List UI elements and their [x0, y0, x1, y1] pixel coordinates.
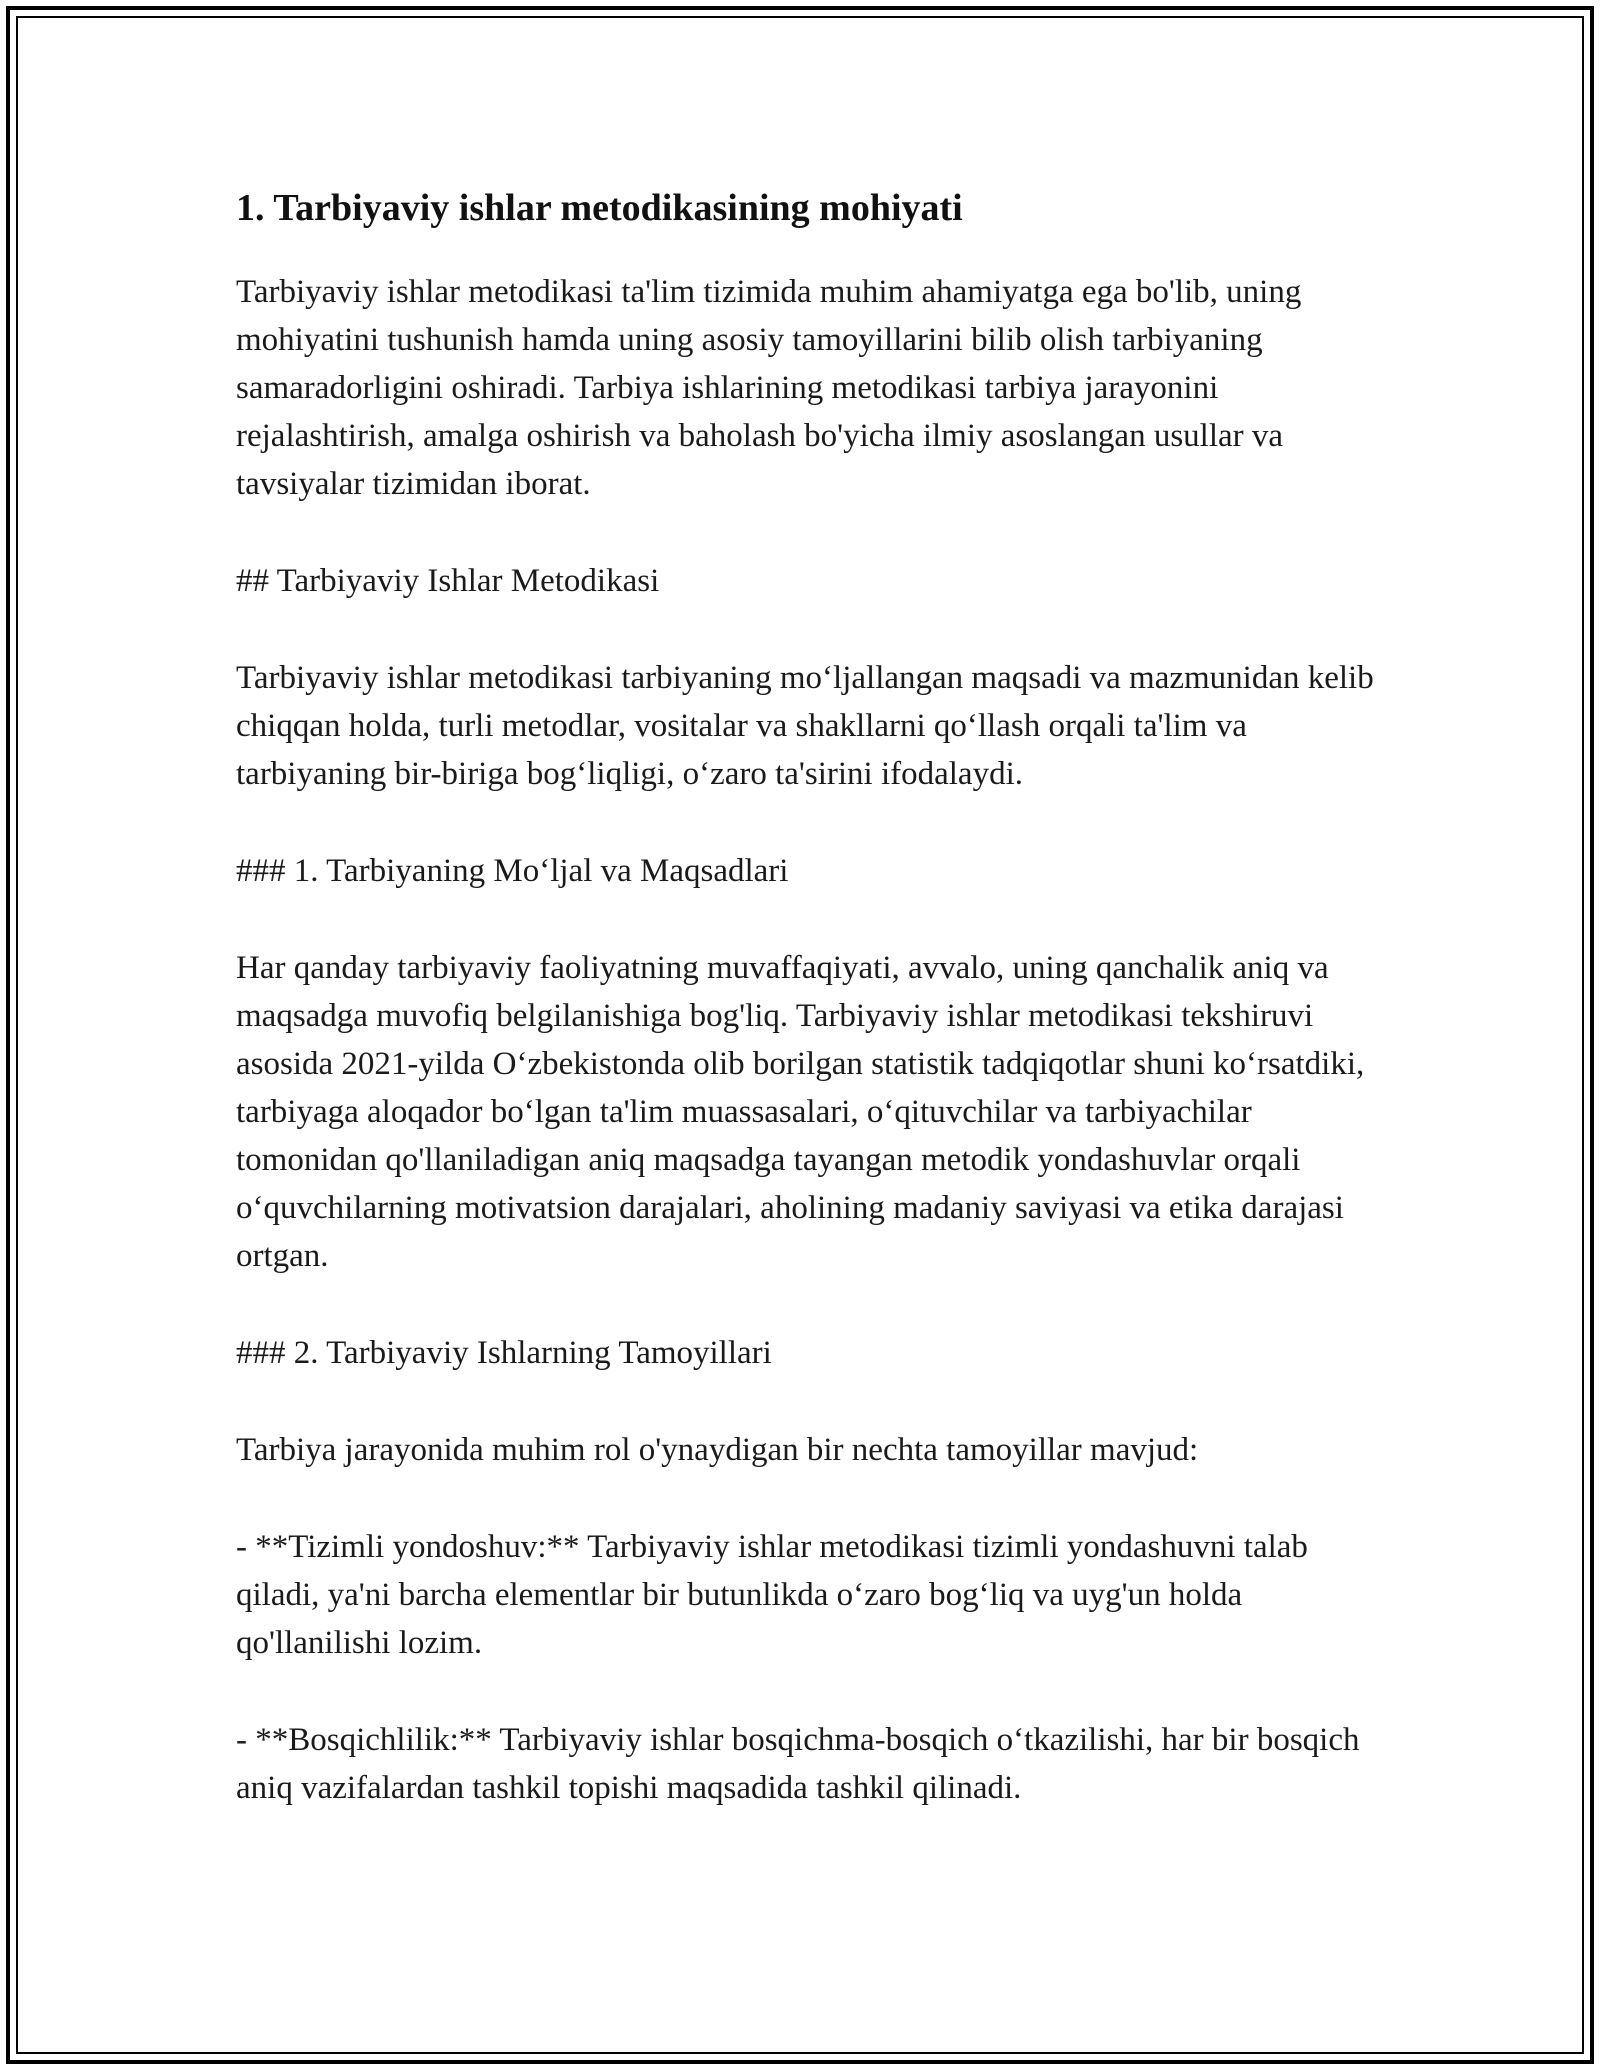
bullet-item-1: - **Tizimli yondoshuv:** Tarbiyaviy ishlar metodikasi tizimli yondashuvni talab qiladi, ya'ni barcha elementlar bir butunlikda o‘zaro bog‘liq va uyg'un holda qo'llanilishi lozim.: [236, 1529, 1308, 1661]
section-heading: ## Tarbiyaviy Ishlar Metodikasi: [236, 563, 660, 599]
document-title: 1. Tarbiyaviy ishlar metodikasining mohiyati: [236, 187, 963, 229]
intro-paragraph: Tarbiyaviy ishlar metodikasi ta'lim tizimida muhim ahamiyatga ega bo'lib, uning mohiyatini tushunish hamda uning asosiy tamoyillarini bilib olish tarbiyaning samaradorligini oshiradi. Tarbiya ishlarining metodikasi tarbiya jarayonini rejalashtirish, amalga oshirish va baholash bo'yicha ilmiy asoslangan usullar va tavsiyalar tizimidan iborat.: [236, 274, 1302, 502]
subsection-2-heading: ### 2. Tarbiyaviy Ishlarning Tamoyillari: [236, 1335, 772, 1371]
document-body: [236, 186, 1386, 1861]
subsection-1-paragraph: Har qanday tarbiyaviy faoliyatning muvaffaqiyati, avvalo, uning qanchalik aniq va maqsadga muvofiq belgilanishiga bog'liq. Tarbiyaviy ishlar metodikasi tekshiruvi asosida 2021-yilda O‘zbekistonda olib borilgan statistik tadqiqotlar shuni ko‘rsatdiki, tarbiyaga aloqador bo‘lgan ta'lim muassasalari, o‘qituvchilar va tarbiyachilar tomonidan qo'llaniladigan aniq maqsadga tayangan metodik yondashuvlar orqali o‘quvchilarning motivatsion darajalari, aholining madaniy saviyasi va etika darajasi ortgan.: [236, 950, 1365, 1274]
section-paragraph: Tarbiyaviy ishlar metodikasi tarbiyaning mo‘ljallangan maqsadi va mazmunidan kelib chiqqan holda, turli metodlar, vositalar va shakllarni qo‘llash orqali ta'lim va tarbiyaning bir-biriga bog‘liqligi, o‘zaro ta'sirini ifodalaydi.: [236, 660, 1374, 792]
subsection-2-intro: Tarbiya jarayonida muhim rol o'ynaydigan bir nechta tamoyillar mavjud:: [236, 1432, 1199, 1468]
subsection-1-heading: ### 1. Tarbiyaning Mo‘ljal va Maqsadlari: [236, 853, 789, 889]
bullet-item-2: - **Bosqichlilik:** Tarbiyaviy ishlar bosqichma-bosqich o‘tkazilishi, har bir bosqich aniq vazifalardan tashkil topishi maqsadida tashkil qilinadi.: [236, 1722, 1360, 1806]
